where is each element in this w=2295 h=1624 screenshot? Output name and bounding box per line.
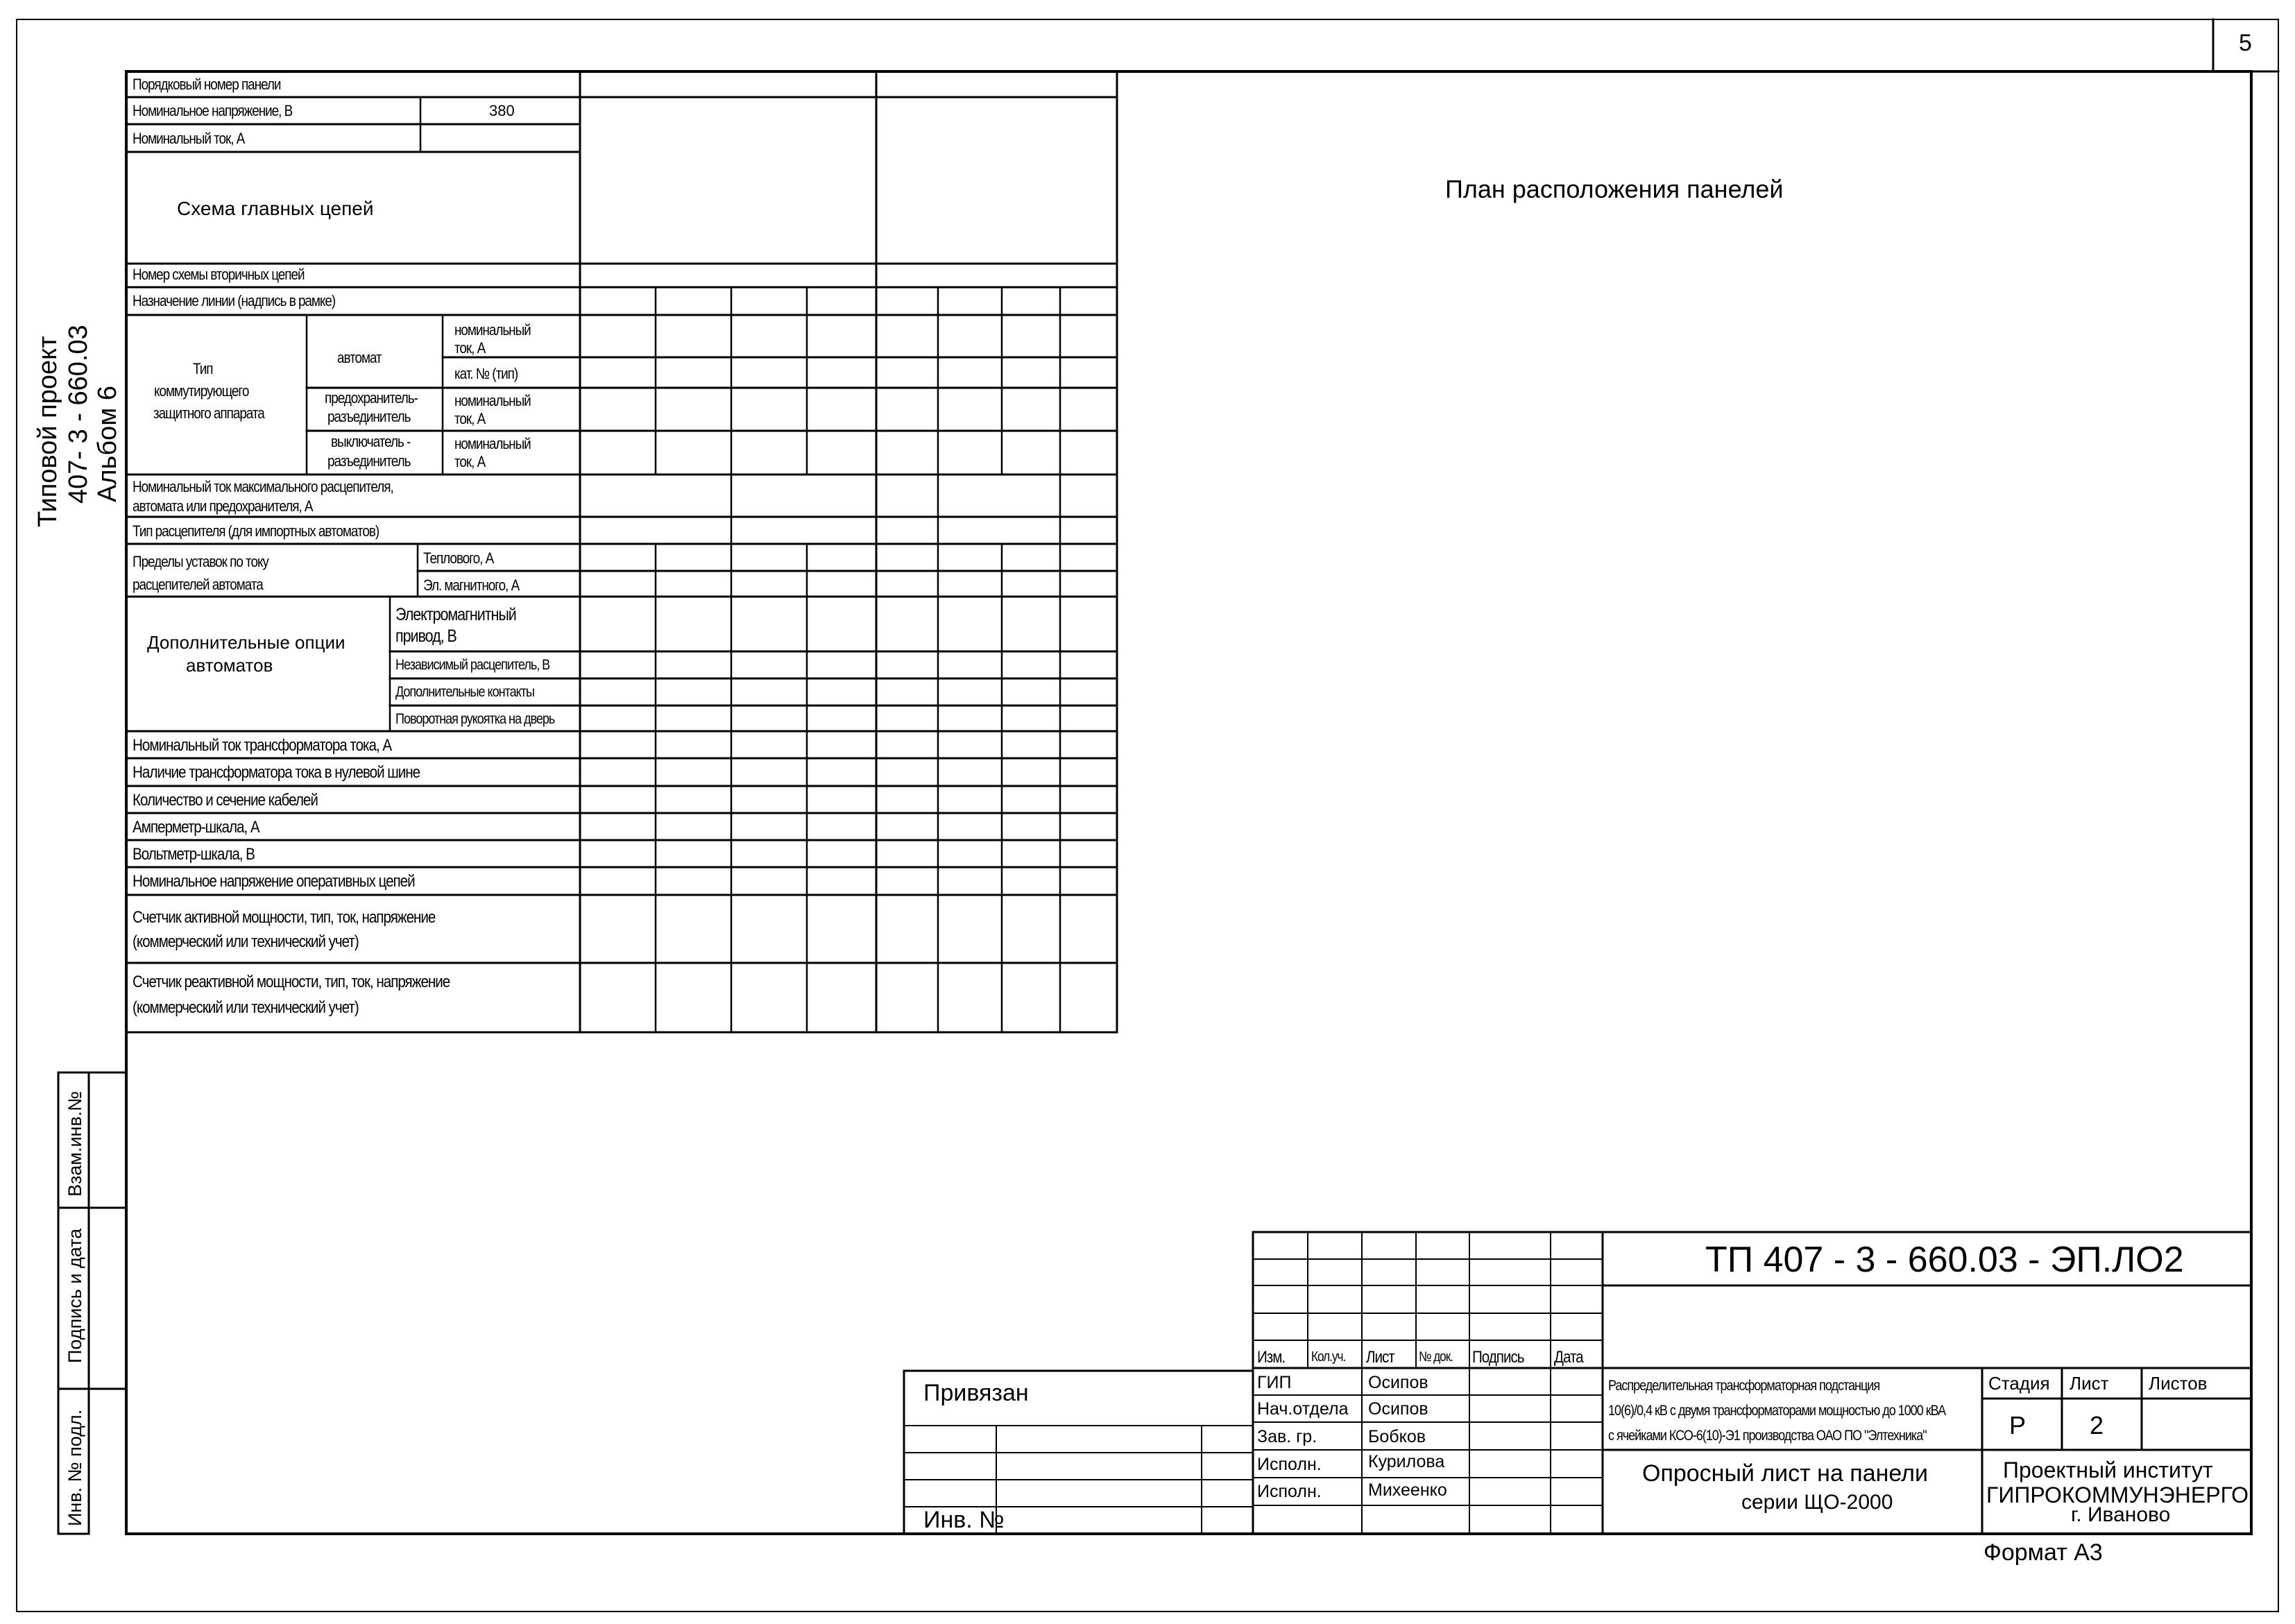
options-label-2: автоматов [186, 655, 273, 676]
line-purpose-label: Назначение линии (надпись в рамке) [133, 292, 336, 309]
op-voltage-label: Номинальное напряжение оперативных цепей [133, 872, 415, 891]
max-release-label-1: Номинальный ток максимального расцепителя, [133, 478, 393, 495]
device-type-label-3: защитного аппарата [153, 404, 264, 422]
reactive-meter-label-2: (коммерческий или технический учет) [133, 998, 359, 1017]
aux-contacts-label: Дополнительные контакты [395, 684, 534, 700]
object-description-2: 10(6)/0,4 кВ с двумя трансформаторами мощностью до 1000 кВА [1608, 1403, 1946, 1419]
cat-no-label: кат. № (тип) [454, 365, 518, 382]
stage-value: Р [2009, 1411, 2027, 1439]
device-type-label-1: Тип [193, 360, 213, 377]
voltmeter-label: Вольтметр-шкала, В [133, 845, 255, 864]
switch-label-2: разъединитель [327, 452, 411, 470]
active-meter-label-1: Счетчик активной мощности, тип, ток, напряжение [133, 908, 436, 927]
role-ispoln-2: Исполн. [1257, 1482, 1322, 1501]
secondary-scheme-label: Номер схемы вторичных цепей [133, 266, 305, 283]
header-izm: Изм. [1257, 1348, 1286, 1367]
automat-nominal-1: номинальный [454, 321, 531, 339]
automat-label: автомат [337, 349, 382, 366]
nominal-current-label: Номинальный ток, А [133, 130, 245, 147]
podpis-data-label: Подпись и дата [65, 1228, 85, 1363]
privyazan-label: Привязан [923, 1380, 1029, 1406]
nominal-voltage-label: Номинальное напряжение, В [133, 102, 293, 119]
inv-podl-label: Инв. № подл. [65, 1409, 85, 1526]
switch-label-1: выключатель - [331, 433, 411, 450]
limits-label-1: Пределы уставок по току [133, 553, 268, 570]
nominal-voltage-value: 380 [489, 102, 515, 119]
plan-title: План расположения панелей [1445, 175, 1784, 203]
side-stamp-line1: Типовой проект [33, 336, 62, 527]
organization-3: г. Иваново [2071, 1503, 2171, 1526]
header-list: Лист [1366, 1348, 1394, 1367]
switch-nominal-2: ток, А [454, 453, 486, 470]
name-nach: Осипов [1368, 1399, 1428, 1419]
ct-nominal-label: Номинальный ток трансформатора тока, А [133, 736, 392, 755]
indep-release-label: Независимый расцепитель, В [395, 657, 550, 673]
name-ispoln-2: Михеенко [1368, 1480, 1447, 1500]
cables-label: Количество и сечение кабелей [133, 791, 318, 810]
object-description-3: с ячейками КСО-6(10)-Э1 производства ОАО ПО "Элтехника" [1608, 1428, 1927, 1444]
rotary-handle-label: Поворотная рукоятка на дверь [395, 711, 555, 727]
fuse-nominal-1: номинальный [454, 392, 531, 409]
em-drive-label-2: привод, В [395, 626, 457, 646]
device-type-label-2: коммутирующего [154, 382, 249, 400]
header-ndok: № док. [1419, 1349, 1453, 1365]
object-description-1: Распределительная трансформаторная подстанция [1608, 1378, 1880, 1394]
sheets-label: Листов [2149, 1373, 2208, 1394]
name-ispoln-1: Курилова [1368, 1452, 1445, 1471]
main-circuit-label: Схема главных цепей [177, 198, 374, 219]
sheet-label: Лист [2070, 1373, 2109, 1394]
header-kol: Кол.уч. [1311, 1349, 1346, 1365]
sheet-value: 2 [2090, 1411, 2104, 1439]
format-label: Формат А3 [1983, 1539, 2103, 1566]
document-code: ТП 407 - 3 - 660.03 - ЭП.ЛО2 [1705, 1240, 2184, 1280]
fuse-nominal-2: ток, А [454, 410, 486, 427]
options-label-1: Дополнительные опции [147, 632, 345, 653]
fuse-label-1: предохранитель- [325, 389, 418, 407]
panel-number-label: Порядковый номер панели [133, 76, 281, 93]
organization-1: Проектный институт [2003, 1458, 2213, 1482]
header-data: Дата [1554, 1348, 1583, 1367]
role-gip: ГИП [1257, 1373, 1292, 1392]
limits-label-2: расцепителей автомата [133, 576, 263, 593]
inv-no-label: Инв. № [923, 1507, 1005, 1533]
document-title-2: серии ЩО-2000 [1741, 1491, 1893, 1514]
magnetic-label: Эл. магнитного, А [423, 576, 520, 594]
em-drive-label-1: Электромагнитный [395, 605, 516, 624]
side-stamp-line3: Альбом 6 [93, 385, 122, 502]
fuse-label-2: разъединитель [327, 408, 411, 425]
role-zav: Зав. гр. [1257, 1427, 1317, 1446]
thermal-label: Теплового, А [423, 549, 494, 567]
switch-nominal-1: номинальный [454, 435, 531, 452]
sheet-number: 5 [2239, 30, 2252, 56]
organization-2: ГИПРОКОММУНЭНЕРГО [1986, 1482, 2249, 1507]
reactive-meter-label-1: Счетчик реактивной мощности, тип, ток, напряжение [133, 973, 450, 991]
header-podpis: Подпись [1472, 1348, 1524, 1367]
name-gip: Осипов [1368, 1373, 1428, 1392]
max-release-label-2: автомата или предохранителя, А [133, 497, 313, 515]
ammeter-label: Амперметр-шкала, А [133, 818, 259, 837]
active-meter-label-2: (коммерческий или технический учет) [133, 932, 359, 951]
ct-neutral-label: Наличие трансформатора тока в нулевой шине [133, 763, 420, 782]
stage-label: Стадия [1988, 1373, 2050, 1394]
role-ispoln-1: Исполн. [1257, 1455, 1322, 1474]
vzam-inv-label: Взам.инв.№ [65, 1091, 85, 1197]
automat-nominal-2: ток, А [454, 339, 486, 357]
document-title-1: Опросный лист на панели [1642, 1460, 1929, 1487]
role-nach: Нач.отдела [1257, 1399, 1349, 1419]
release-type-label: Тип расцепителя (для импортных автоматов) [133, 522, 379, 540]
name-zav: Бобков [1368, 1427, 1426, 1446]
side-stamp-line2: 407- 3 - 660.03 [64, 325, 93, 504]
